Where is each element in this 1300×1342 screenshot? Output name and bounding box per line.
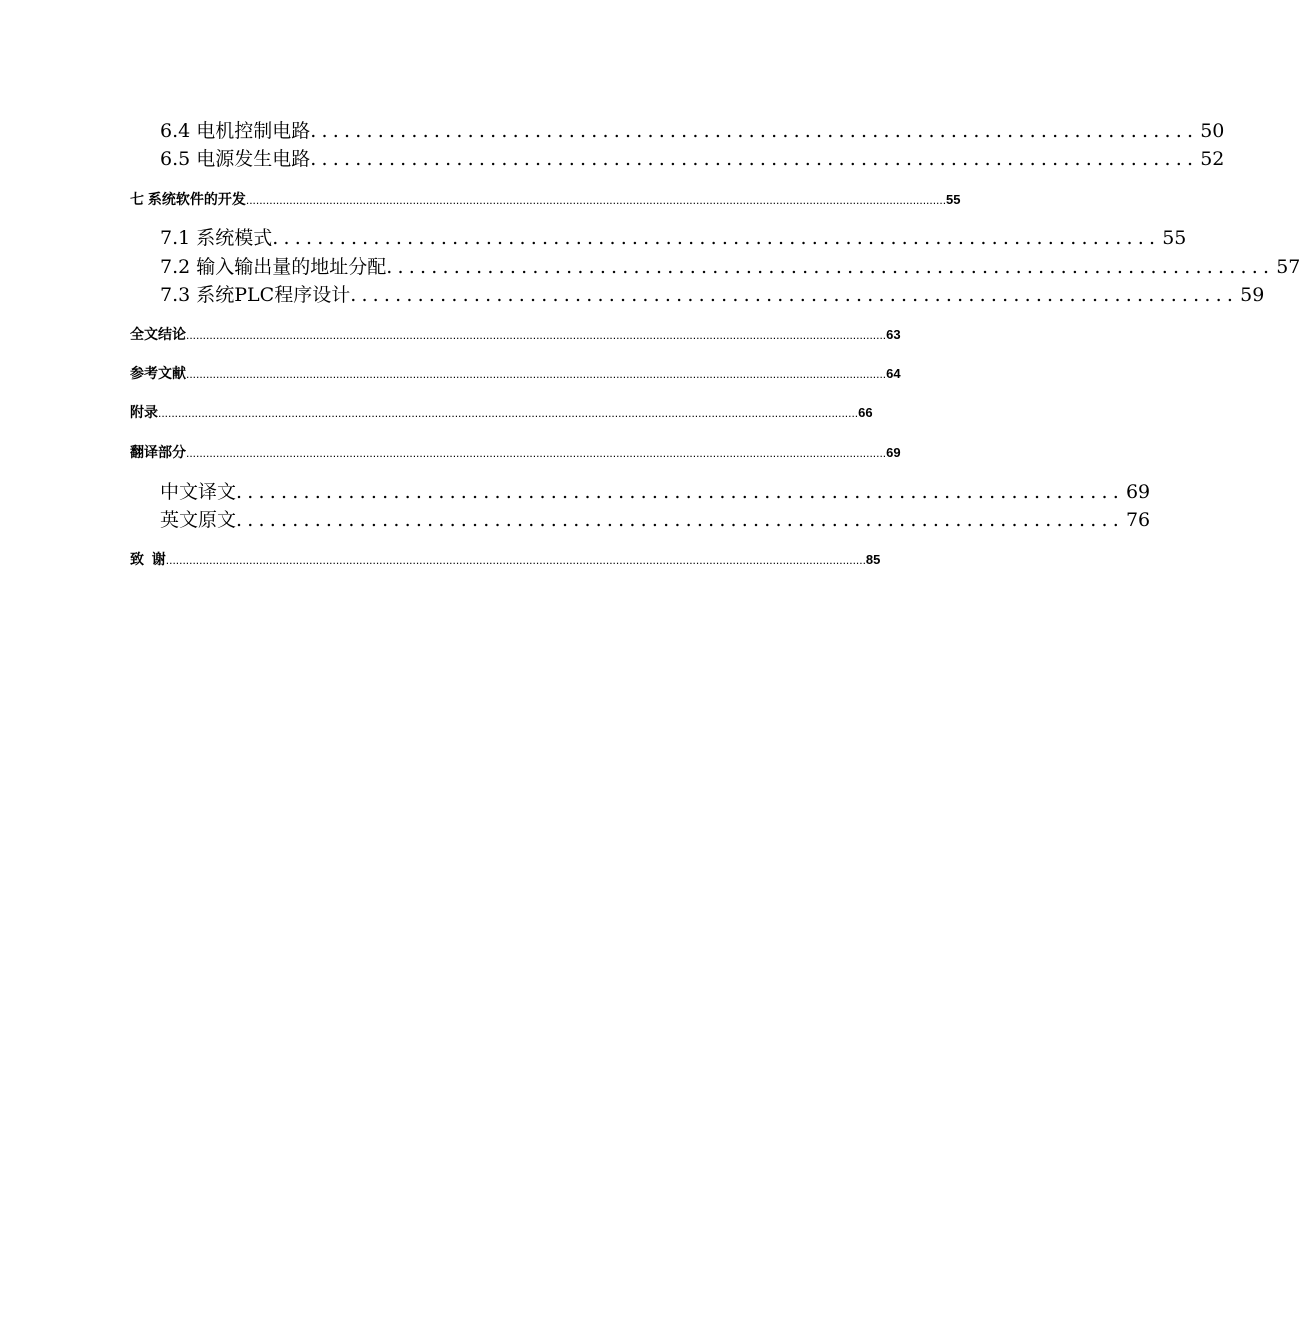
toc-dot-leader: .................................................................................................................................................................................................................. [245, 193, 947, 207]
toc-page-number: 59 [1240, 284, 1265, 306]
toc-entry-references[interactable] [130, 362, 901, 384]
toc-page-number: 69 [886, 445, 901, 460]
toc-entry-english-original[interactable] [160, 506, 1151, 534]
toc-entry-title: 6.5 电源发生电路 [160, 148, 311, 170]
toc-dot-leader: ............................................................................... [236, 481, 1124, 503]
toc-entry-title: 参考文献 [130, 365, 186, 381]
toc-entry-title: 七 系统软件的开发 [130, 191, 246, 207]
toc-entry-7-3[interactable] [160, 281, 1265, 309]
toc-page-number: 55 [946, 192, 961, 207]
toc-entry-title: 致 谢 [130, 551, 166, 567]
toc-dot-leader: ............................................................................... [350, 284, 1239, 306]
toc-entry-6-5[interactable] [160, 145, 1225, 173]
toc-entry-acknowledgements[interactable] [130, 548, 881, 570]
toc-entry-appendix[interactable] [130, 401, 873, 423]
toc-dot-leader: .................................................................................................................................................................................................................. [186, 328, 887, 342]
toc-dot-leader: ............................................................................... [236, 509, 1124, 531]
toc-dot-leader: .................................................................................................................................................................................................................. [165, 553, 866, 567]
toc-entry-title: 7.3 系统PLC程序设计 [160, 284, 351, 306]
toc-entry-7-1[interactable] [160, 224, 1187, 252]
toc-entry-title: 7.2 输入输出量的地址分配 [160, 256, 387, 278]
toc-entry-conclusion[interactable] [130, 323, 901, 345]
toc-entry-title: 附录 [130, 404, 158, 420]
toc-page-number: 52 [1200, 148, 1225, 170]
toc-dot-leader: .................................................................................................................................................................................................................. [158, 406, 859, 420]
toc-entry-title: 翻译部分 [130, 444, 186, 460]
toc-page-number: 50 [1200, 120, 1225, 142]
toc-page-number: 57 [1276, 256, 1300, 278]
toc-dot-leader: ............................................................................... [310, 148, 1199, 170]
toc-page-number: 76 [1125, 509, 1151, 531]
toc-entry-chapter-7[interactable] [130, 188, 961, 210]
toc-page-number: 63 [886, 327, 901, 342]
toc-entry-translation[interactable] [130, 441, 901, 463]
toc-page-number: 64 [886, 366, 901, 381]
toc-dot-leader: ............................................................................... [272, 227, 1161, 249]
toc-entry-7-2[interactable] [160, 253, 1300, 281]
toc-dot-leader: .................................................................................................................................................................................................................. [186, 367, 887, 381]
toc-page-number: 55 [1162, 227, 1187, 249]
toc-dot-leader: ............................................................................... [310, 120, 1199, 142]
toc-entry-6-4[interactable] [160, 117, 1225, 145]
toc-page-number: 69 [1125, 481, 1151, 503]
toc-page-number: 66 [858, 405, 873, 420]
toc-dot-leader: ............................................................................... [386, 256, 1275, 278]
toc-entry-title: 6.4 电机控制电路 [160, 120, 311, 142]
toc-entry-title: 英文原文 [160, 509, 237, 531]
toc-entry-title: 全文结论 [130, 326, 186, 342]
toc-entry-title: 7.1 系统模式 [160, 227, 273, 249]
toc-dot-leader: .................................................................................................................................................................................................................. [186, 446, 887, 460]
toc-entry-title: 中文译文 [160, 481, 237, 503]
toc-page-number: 85 [865, 552, 881, 567]
toc-entry-chinese-translation[interactable] [160, 478, 1151, 506]
